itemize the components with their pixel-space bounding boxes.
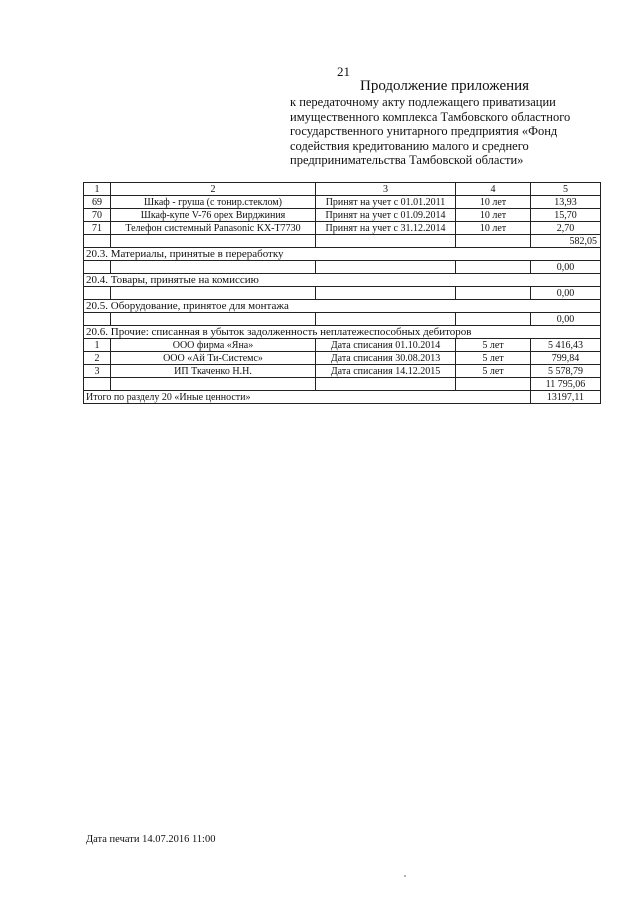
accounting-date: Принят на учет с 01.09.2014 (316, 209, 456, 222)
row-number: 2 (84, 352, 111, 365)
print-date: Дата печати 14.07.2016 11:00 (86, 834, 216, 845)
grand-total-value: 13197,11 (531, 391, 601, 404)
table-row (84, 209, 601, 222)
section-total-row (84, 378, 601, 391)
table-row (84, 339, 601, 352)
section-title: 20.4. Товары, принятые на комиссию (84, 274, 601, 287)
accounting-date: Принят на учет с 31.12.2014 (316, 222, 456, 235)
assets-table (83, 182, 601, 404)
section-total: 11 795,06 (531, 378, 601, 391)
row-number: 1 (84, 339, 111, 352)
debt-value: 5 416,43 (531, 339, 601, 352)
section-total-row (84, 313, 601, 326)
table-row (84, 222, 601, 235)
useful-life: 10 лет (456, 222, 531, 235)
item-value: 15,70 (531, 209, 601, 222)
header-line: имущественного комплекса Тамбовского областного (290, 109, 571, 124)
header-cell: 5 (531, 183, 601, 196)
row-number: 3 (84, 365, 111, 378)
header-cell: 1 (84, 183, 111, 196)
table-row (84, 352, 601, 365)
accounting-date: Принят на учет с 01.01.2011 (316, 196, 456, 209)
row-number: 69 (84, 196, 111, 209)
section-header-row (84, 248, 601, 261)
debtor-name: ИП Ткаченко Н.Н. (111, 365, 316, 378)
debtor-name: ООО «Ай Ти-Системс» (111, 352, 316, 365)
item-name: Шкаф-купе V-76 орех Вирджиния (111, 209, 316, 222)
header-line: содействия кредитованию малого и среднего (290, 138, 529, 153)
section-title: 20.3. Материалы, принятые в переработку (84, 248, 601, 261)
term: 5 лет (456, 339, 531, 352)
debt-value: 5 578,79 (531, 365, 601, 378)
writeoff-date: Дата списания 30.08.2013 (316, 352, 456, 365)
section-header-row (84, 326, 601, 339)
writeoff-date: Дата списания 14.12.2015 (316, 365, 456, 378)
writeoff-date: Дата списания 01.10.2014 (316, 339, 456, 352)
item-value: 2,70 (531, 222, 601, 235)
header-cell: 2 (111, 183, 316, 196)
term: 5 лет (456, 352, 531, 365)
section-title: 20.6. Прочие: списанная в убыток задолженность неплатежеспособных дебиторов (84, 326, 601, 339)
debt-value: 799,84 (531, 352, 601, 365)
section-title: 20.5. Оборудование, принятое для монтажа (84, 300, 601, 313)
page-number: 21 (337, 64, 350, 79)
section-total: 0,00 (531, 287, 601, 300)
row-number: 71 (84, 222, 111, 235)
debtor-name: ООО фирма «Яна» (111, 339, 316, 352)
useful-life: 10 лет (456, 209, 531, 222)
header-line: к передаточному акту подлежащего приватизации (290, 95, 556, 109)
header-cell: 3 (316, 183, 456, 196)
appendix-header (290, 78, 610, 168)
table-header-row (84, 183, 601, 196)
useful-life: 10 лет (456, 196, 531, 209)
header-cell: 4 (456, 183, 531, 196)
section-header-row (84, 274, 601, 287)
subtotal-value: 582,05 (531, 235, 601, 248)
section-total-row (84, 287, 601, 300)
header-line: государственного унитарного предприятия «Фонд (290, 124, 558, 138)
section-total: 0,00 (531, 313, 601, 326)
table-row (84, 196, 601, 209)
row-number: 70 (84, 209, 111, 222)
appendix-title: Продолжение приложения (360, 78, 530, 94)
section-header-row (84, 300, 601, 313)
term: 5 лет (456, 365, 531, 378)
item-value: 13,93 (531, 196, 601, 209)
grand-total-row (84, 391, 601, 404)
section-total: 0,00 (531, 261, 601, 274)
section-total-row (84, 261, 601, 274)
grand-total-label: Итого по разделу 20 «Иные ценности» (84, 391, 531, 404)
scan-speck (404, 875, 406, 877)
header-line: предпринимательства Тамбовской области» (290, 153, 524, 167)
subtotal-row (84, 235, 601, 248)
item-name: Телефон системный Panasonic KX-T7730 (111, 222, 316, 235)
item-name: Шкаф - груша (с тонир.стеклом) (111, 196, 316, 209)
table-row (84, 365, 601, 378)
